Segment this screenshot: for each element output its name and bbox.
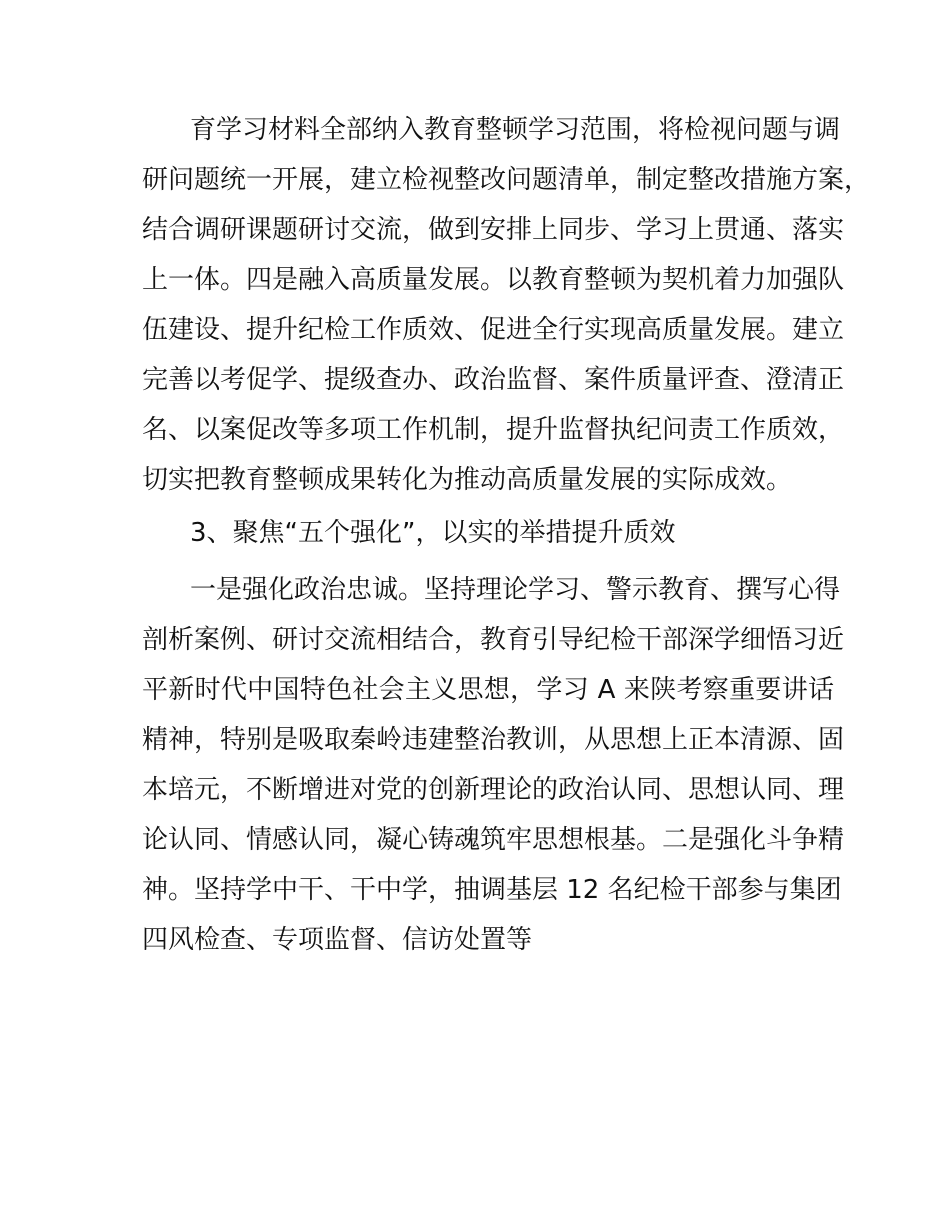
- text-line: 本培元，不断增进对党的创新理论的政治认同、思想认同、理: [142, 775, 845, 805]
- text-line: 论认同、情感认同，凝心铸魂筑牢思想根基。二是强化斗争精: [142, 825, 845, 855]
- text-line: 名、以案促改等多项工作机制，提升监督执纪问责工作质效，: [142, 415, 845, 445]
- text-line: 神。坚持学中干、干中学，抽调基层 12 名纪检干部参与集团: [142, 875, 842, 905]
- text-line: 伍建设、提升纪检工作质效、促进全行实现高质量发展。建立: [142, 315, 845, 345]
- text-line: 切实把教育整顿成果转化为推动高质量发展的实际成效。: [142, 465, 793, 495]
- text-line: 精神，特别是吸取秦岭违建整治教训，从思想上正本清源、固: [142, 725, 845, 755]
- text-line: 一是强化政治忠诚。坚持理论学习、警示教育、撰写心得: [190, 575, 841, 605]
- text-line: 剖析案例、研讨交流相结合，教育引导纪检干部深学细悟习近: [142, 625, 845, 655]
- text-line: 平新时代中国特色社会主义思想，学习 A 来陕考察重要讲话: [142, 675, 834, 705]
- text-line: 完善以考促学、提级查办、政治监督、案件质量评查、澄清正: [142, 365, 845, 395]
- text-line: 研问题统一开展，建立检视整改问题清单，制定整改措施方案，: [142, 165, 871, 195]
- section-heading: 3、聚焦“五个强化”，以实的举措提升质效: [190, 518, 676, 548]
- text-line: 上一体。四是融入高质量发展。以教育整顿为契机着力加强队: [142, 265, 845, 295]
- text-line: 四风检查、专项监督、信访处置等: [142, 925, 533, 955]
- text-line: 育学习材料全部纳入教育整顿学习范围，将检视问题与调: [190, 115, 841, 145]
- text-line: 结合调研课题研讨交流，做到安排上同步、学习上贯通、落实: [142, 215, 845, 245]
